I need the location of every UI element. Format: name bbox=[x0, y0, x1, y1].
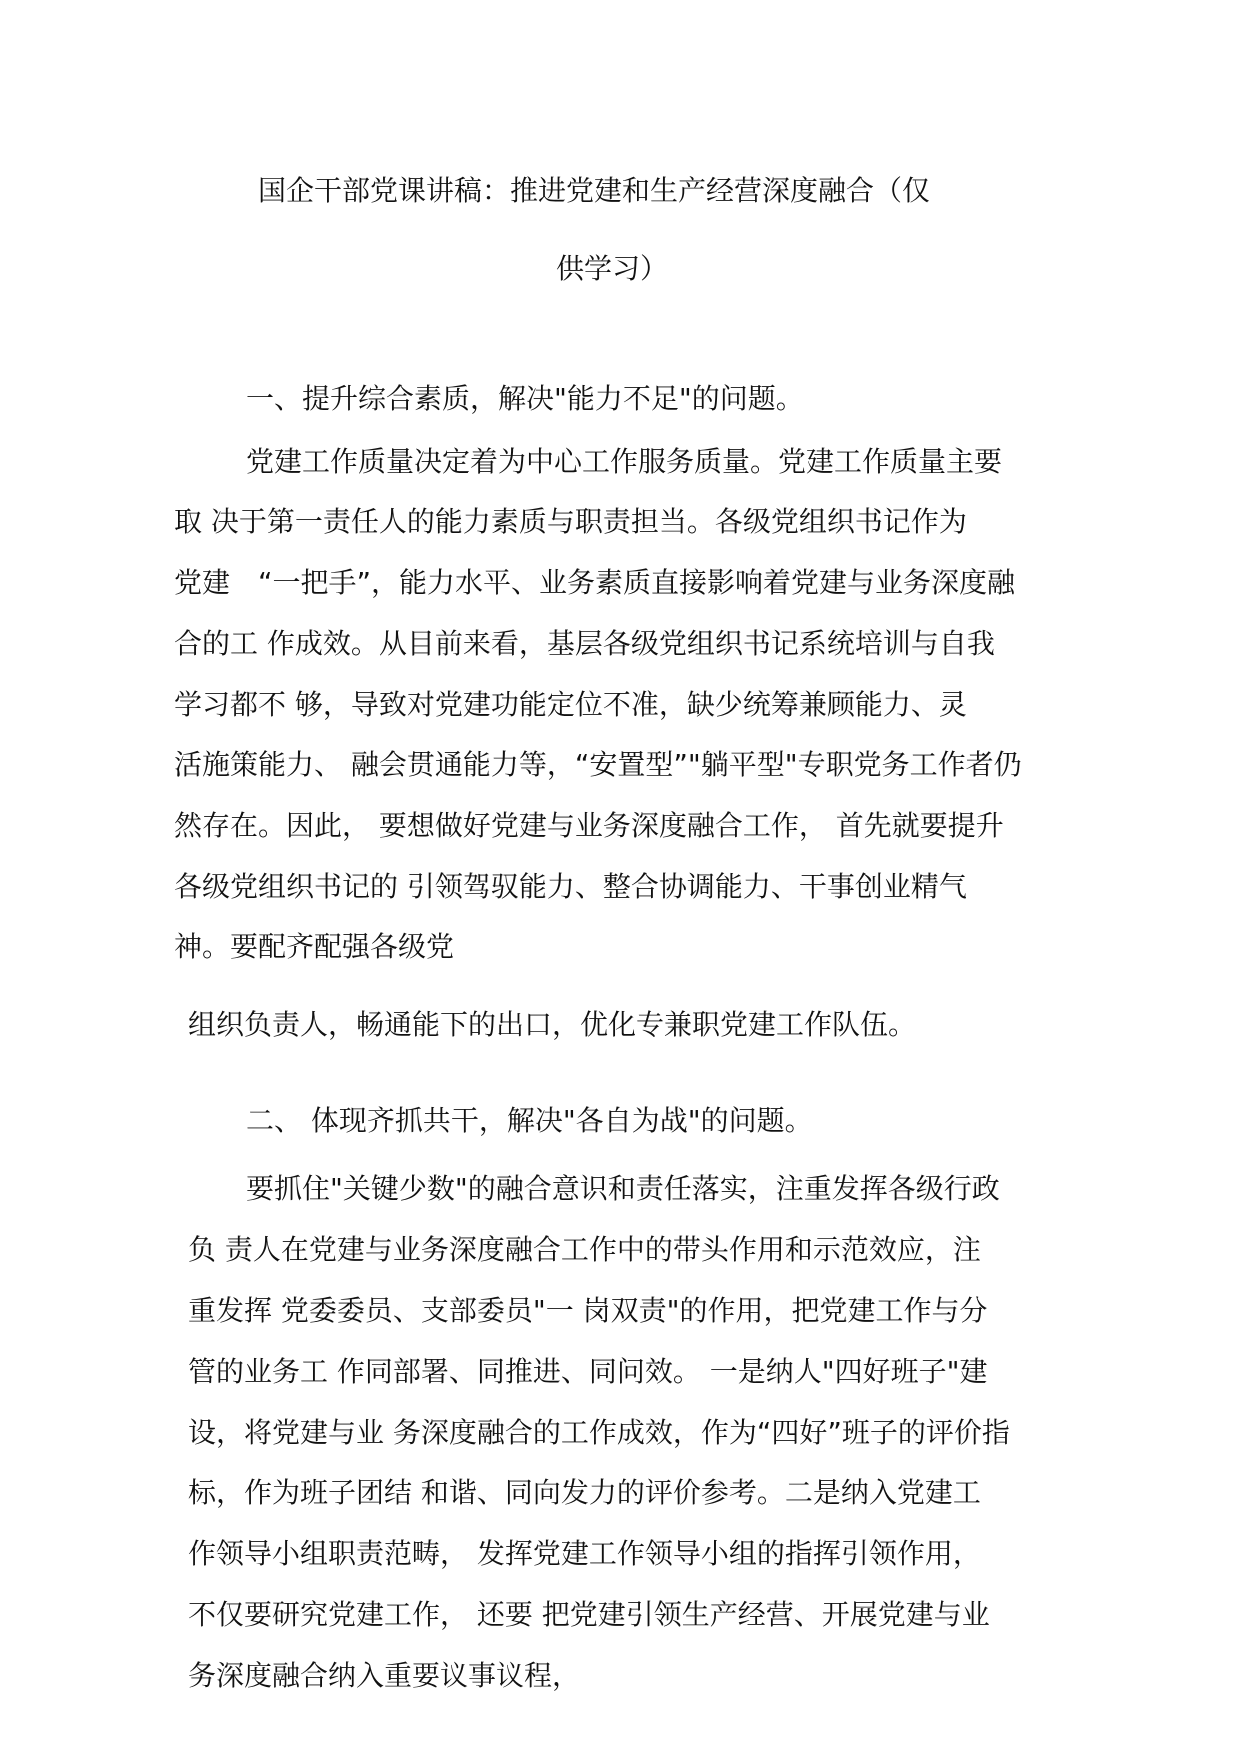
section-1-paragraph-line: 然存在。因此， 要想做好党建与业务深度融合工作， 首先就要提升 bbox=[174, 809, 1004, 842]
section-1-paragraph-line: 取 决于第一责任人的能力素质与职责担当。各级党组织书记作为 bbox=[174, 505, 967, 538]
section-1-paragraph-line: 合的工 作成效。从目前来看，基层各级党组织书记系统培训与自我 bbox=[174, 627, 995, 660]
section-2-paragraph-line: 负 责人在党建与业务深度融合工作中的带头作用和示范效应，注 bbox=[188, 1233, 981, 1266]
section-2-paragraph-line: 管的业务工 作同部署、同推进、同问效。 一是纳人"四好班子"建 bbox=[188, 1355, 988, 1388]
section-2-heading: 二、 体现齐抓共干，解决"各自为战"的问题。 bbox=[246, 1104, 813, 1137]
section-1-paragraph-line: 活施策能力、 融会贯通能力等，“安置型”"躺平型"专职党务工作者仍 bbox=[174, 748, 1022, 781]
section-2-paragraph-line: 标，作为班子团结 和谐、同向发力的评价参考。二是纳入党建工 bbox=[188, 1476, 981, 1509]
section-2-paragraph-line: 重发挥 党委委员、支部委员"一 岗双责"的作用，把党建工作与分 bbox=[188, 1294, 988, 1327]
section-2-paragraph-line: 不仅要研究党建工作， 还要 把党建引领生产经营、开展党建与业 bbox=[188, 1598, 990, 1631]
section-1-paragraph-line: 党建 “一把手”，能力水平、业务素质直接影响着党建与业务深度融 bbox=[174, 566, 1016, 599]
section-2-paragraph-line: 要抓住"关键少数"的融合意识和责任落实，注重发挥各级行政 bbox=[246, 1172, 1000, 1205]
section-1-paragraph-line: 学习都不 够，导致对党建功能定位不准，缺少统筹兼顾能力、灵 bbox=[174, 688, 967, 721]
section-1-paragraph-line: 各级党组织书记的 引领驾驭能力、整合协调能力、干事创业精气 bbox=[174, 870, 967, 903]
section-2-paragraph-line: 设，将党建与业 务深度融合的工作成效，作为“四好”班子的评价指 bbox=[188, 1416, 1010, 1449]
section-2-paragraph-line: 务深度融合纳入重要议事议程， bbox=[188, 1659, 581, 1692]
document-title-line-1: 国企干部党课讲稿：推进党建和生产经营深度融合（仅 bbox=[258, 174, 931, 207]
section-1-paragraph-line: 组织负责人，畅通能下的出口，优化专兼职党建工作队伍。 bbox=[188, 1008, 917, 1041]
section-2-paragraph-line: 作领导小组职责范畴， 发挥党建工作领导小组的指挥引领作用， bbox=[188, 1537, 981, 1570]
section-1-paragraph-line: 党建工作质量决定着为中心工作服务质量。党建工作质量主要 bbox=[246, 445, 1003, 478]
section-1-paragraph-line: 神。要配齐配强各级党 bbox=[174, 930, 455, 963]
document-title-line-2: 供学习） bbox=[556, 252, 669, 285]
section-1-heading: 一、提升综合素质，解决"能力不足"的问题。 bbox=[246, 382, 804, 415]
